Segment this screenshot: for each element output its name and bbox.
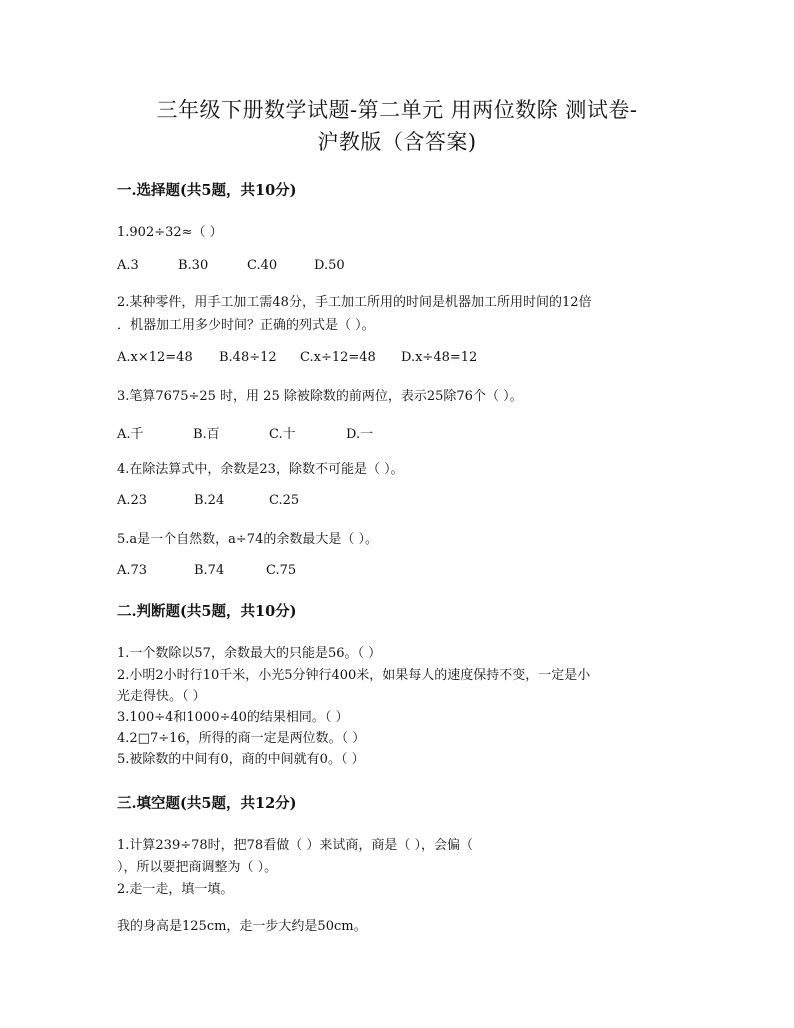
question-5: 5.a是一个自然数，a÷74的余数最大是（ ）。 <box>117 532 378 547</box>
option-c: C.十 <box>269 427 296 442</box>
judgement-line: 2.小明2小时行10千米，小光5分钟行400米，如果每人的速度保持不变，一定是小 <box>117 668 591 683</box>
option-b: B.百 <box>193 427 220 442</box>
document-title-line-1: 三年级下册数学试题-第二单元 用两位数除 测试卷- <box>156 98 638 122</box>
fill-in-line: 2.走一走，填一填。 <box>117 882 234 897</box>
option-a: A.23 <box>117 493 148 508</box>
judgement-line: 光走得快。（ ） <box>117 689 206 704</box>
option-a: A.x×12=48 <box>117 350 193 365</box>
option-d: D.50 <box>314 258 345 273</box>
option-c: C.x÷12=48 <box>300 350 376 365</box>
judgement-line: 5.被除数的中间有0，商的中间就有0。（ ） <box>117 752 365 767</box>
fill-in-note: 我的身高是125cm，走一步大约是50cm。 <box>117 919 367 934</box>
section-heading-fill-in: 三.填空题(共5题，共12分) <box>117 795 297 812</box>
question-4: 4.在除法算式中，余数是23，除数不可能是（ ）。 <box>117 462 404 477</box>
judgement-line: 1.一个数除以57，余数最大的只能是56。（ ） <box>117 646 382 661</box>
question-2-line-2: ．机器加工用多少时间？正确的列式是（ ）。 <box>117 318 375 333</box>
option-a: A.73 <box>117 563 148 578</box>
option-a: A.千 <box>117 427 144 442</box>
option-c: C.40 <box>247 258 278 273</box>
option-d: D.一 <box>346 427 374 442</box>
option-b: B.24 <box>194 493 225 508</box>
question-1: 1.902÷32≈（ ） <box>117 225 223 240</box>
option-b: B.48÷12 <box>219 350 277 365</box>
judgement-line: 4.2□7÷16，所得的商一定是两位数。（ ） <box>117 731 366 746</box>
option-c: C.25 <box>269 493 300 508</box>
option-b: B.30 <box>178 258 209 273</box>
fill-in-line: 1.计算239÷78时，把78看做（ ）来试商，商是（ ），会偏（ <box>117 838 473 853</box>
fill-in-line: ），所以要把商调整为（ ）。 <box>117 860 278 875</box>
section-heading-choice: 一.选择题(共5题，共10分) <box>117 182 297 199</box>
option-d: D.x÷48=12 <box>401 350 478 365</box>
question-3: 3.笔算7675÷25 时，用 25 除被除数的前两位，表示25除76个（ ）。 <box>117 389 523 404</box>
section-heading-true-false: 二.判断题(共5题，共10分) <box>117 603 297 620</box>
option-b: B.74 <box>194 563 225 578</box>
option-c: C.75 <box>266 563 297 578</box>
judgement-line: 3.100÷4和1000÷40的结果相同。（ ） <box>117 710 349 725</box>
question-2-line-1: 2.某种零件，用手工加工需48分，手工加工所用的时间是机器加工所用时间的12倍 <box>117 295 592 310</box>
option-a: A.3 <box>117 258 139 273</box>
document-title-line-2: 沪教版（含答案) <box>317 130 477 154</box>
